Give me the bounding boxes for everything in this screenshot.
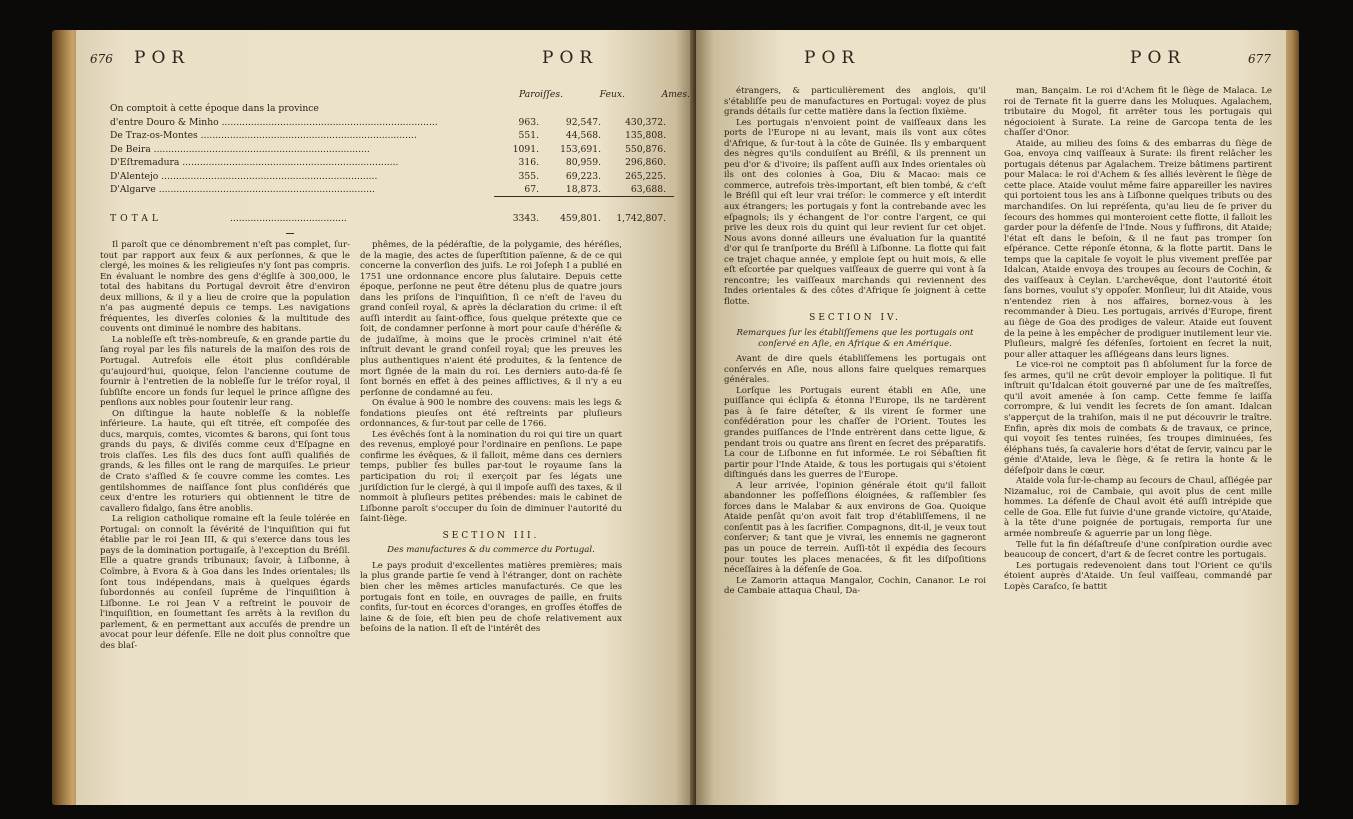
row-name: d'entre Douro & Minho .......................................................................... [110,117,438,128]
page-number: 676 [90,52,113,66]
right-column-2 [1004,86,1272,592]
cell-paroisses: 963. [518,117,539,128]
running-header-left: POR [804,48,861,68]
paragraph: Ataide, au milieu des ſoins & des embarras du ſiège de Goa, envoya cinq vaiſſeaux à Surate: ils firent relâcher les portugais détenus par Agalachem. Treize bâtimens partirent pour Malaca: le roi d'Achem & ſes alliés levèrent le ſiège de cette place. Ataide voulut même faire appareiller les navires qui portoient tous les ans à Liſbonne quelques tributs ou des marchandiſes. On lui repréſenta, qu'au lieu de ſe priver du ſecours des hommes qui monteroient cette flotte, il falloit les garder pour la défenſe de l'Inde. Nous y ſuffirons, dit Ataide; l'état eſt dans le beſoin, & il ne faut pas tromper ſon eſpérance. Cette réponſe étonna, & la flotte partit. Dans le temps que la capitale ſe voyoit le plus vivement preſſée par Idalcan, Ataide envoya des troupes au ſecours de Cochin, & des vaiſſeaux à Ceylan. L'archevêque, dont l'autorité étoit ſans bornes, voulut s'y oppoſer. Monſieur, lui dit Ataide, vous n'entendez rien à nos affaires, bornez-vous à les recommander à Dieu. Les portugais, arrivés d'Europe, firent au ſiège de Goa des prodiges de valeur. Ataide eut ſouvent de la peine à les empêcher de prodiguer inutilement leur vie. Pluſieurs, malgré ſes défenſes, ſortoient en ſecret la nuit, pour aller attaquer les aſſiégeans dans leurs lignes. [1004,138,1272,360]
paragraph: Lorſque les Portugais eurent établi en Aſie, une puiſſance qui éclipſa & étonna l'Europe, ils ne tardèrent pas à ſe faire déteſter, & ils virent ſe former une confédération pour les chaſſer de l'Orient. Toutes les grandes puiſſances de l'Inde entrèrent dans cette ligue, & pendant trois ou quatre ans ſirent en ſecret des préparatifs. La cour de Liſbonne en fut informée. Le roi Sébaſtien fit partir pour l'Inde Ataide, & tous les portugais qui s'étoient diſtingués dans les guerres de l'Europe. [724,385,986,481]
left-column-1 [100,240,350,651]
total-paroisses: 3343. [512,213,539,224]
paragraph: Les évêchés ſont à la nomination du roi qui tire un quart des revenus, employé pour l'ordinaire en penſions. Le pape confirme les évêques, & il falloit, même dans ces derniers temps, publier ſes bulles par-tout le royaume ſans la participation du roi; il exerçoit par ſes légats une juriſdiction ſur le clergé, à qui il impoſe auſſi des taxes, & il nommoit à pluſieurs petites prébendes: mais le cabinet de Liſbonne paroît s'occuper du ſoin de diminuer l'autorité du ſaint-ſiège. [360,429,622,525]
section-title: SECTION III. [442,530,540,541]
population-table [282,88,690,101]
paragraph: La religion catholique romaine eſt la ſeule tolérée en Portugal: on connoît la ſévérité de l'inquiſition qui fut établie par le roi Jean III, & qui s'exerce dans tous les pays de la domination portugaiſe, à l'exception du Bréſil. Elle a quatre grands tribunaux; ſavoir, à Liſbonne, à Coïmbre, à Evora & à Goa dans les Indes orientales; ils ſont tous indépendans, mais à quelques égards ſubordonnés au conſeil ſuprême de l'inquiſition à Liſbonne. Le roi Jean V a reſtreint le pouvoir de l'inquiſition, en ſoumettant ſes arrêts à la reviſion du parlement, & en permettant aux accuſés de prendre un avocat pour leur défenſe. Elle ne doit plus connoître que des blaſ- [100,514,350,651]
total-feux: 459,801. [560,213,601,224]
row-name: D'Alentejo .......................................................................... [110,170,378,182]
province-name: D'Eſtremadura [110,157,180,169]
paragraph: Le pays produit d'excellentes matières premières; mais la plus grande partie ſe vend à l'étranger, dont on rachète bien cher les mêmes articles manufacturés. Ce que les portugais font en toile, en ouvrages de paille, en fruits confits, ſur-tout en écorces d'oranges, en groſſes étoffes de laine & de ſoie, eſt bien peu de choſe relativement aux beſoins de la nation. Il eſt de l'intérêt des [360,560,622,635]
cell-feux: 18,873. [565,184,601,196]
left-column-2 [360,240,622,635]
table-row [110,116,666,129]
paragraph: Ataide vola ſur-le-champ au ſecours de Chaul, aſſiégée par Nizamaluc, roi de Cambaie, qui avoit plus de cent mille hommes. La défenſe de Chaul avoit été auſſi intrépide que celle de Goa. Elle fut ſuivie d'une grande victoire, qu'Ataide, à la tête d'une poignée de portugais, remporta ſur une armée nombreuſe & aguerrie par un long ſiège. [1004,476,1272,539]
province-name: D'Algarve [110,184,156,196]
paragraph: Avant de dire quels établiſſemens les portugais ont conſervés en Aſie, nous allons faire quelques remarques générales. [724,354,986,386]
cell-paroisses: 355. [518,170,539,182]
paragraph: phêmes, de la pédéraſtie, de la polygamie, des héréſies, de la magie, des actes de ſuperſtition païenne, & de ce qui concerne la converſion des juifs. Le roi Joſeph I a publié en 1751 une ordonnance encore plus ſalutaire. Depuis cette époque, perſonne ne peut être détenu plus de quatre jours dans les priſons de l'inquiſition, ſi ce n'eſt de l'aveu du grand conſeil royal, & après la déclaration du crime: il eſt auſſi interdit au ſaint-office, ſous quelque prétexte que ce ſoit, de condamner perſonne à mort pour cauſe d'héréſie & de judaïſme, à moins que le procès criminel n'ait été inſtruit devant le grand conſeil royal; que les preuves les plus authentiques n'aient été produites, & la ſentence de mort ſignée de la main du roi. Les derniers auto-da-fé ſe ſont bornés en effet à des peines afflictives, & il n'y a eu perſonne de condamné au feu. [360,240,622,398]
right-column-1 [724,86,986,597]
cell-ames: 63,688. [630,184,666,196]
paragraph: Les portugais n'envoient point de vaiſſeaux dans les ports de l'Europe ni au levant, mais ils vont aux côtes d'Afrique, & ſur-tout à la côte de Guinée. Ils y embarquent des nègres qu'ils conduiſent au Bréſil, & ils prennent un peu d'or & d'ivoire; ils paſſent auſſi aux Indes orientales où ils ont des colonies à Goa, Diu & Macao: mais ce commerce, autrefois très-important, eſt bien tombé, & c'eſt le Bréſil qui eſt leur vrai tréſor: le commerce y eſt interdit aux étrangers; les portugais y font la contrebande avec les eſpagnols; ils y échangent de l'or contre l'argent, ce qui prive les deux rois du quint qui leur revient ſur cet objet. Nous avons donné ailleurs une évaluation ſur la quantité d'or qui ſe tranſporte du Bréſil à Liſbonne. La flotte qui fait ce trajet chaque année, y emploie ſept ou huit mois, & elle eſt eſcortée par quelques vaiſſeaux de guerre qui vont à ſa rencontre; les vaiſſeaux marchands qui reviennent des Indes orientales & des côtes d'Afrique ſe joignent à cette flotte. [724,117,986,307]
table-row [110,183,666,196]
row-name: D'Algarve .......................................................................... [110,184,375,196]
paragraph: man, Bançaim. Le roi d'Achem fit le ſiège de Malaca. Le roi de Ternate fit la guerre dans les Moluques. Agalachem, tributaire du Mogol, fit arrêter tous les portugais qui négocioient à Surate. La reine de Garcopa tenta de les chaſſer d'Onor. [1004,86,1272,139]
table-intro: On comptoit à cette époque dans la province [110,103,319,114]
province-name: D'Alentejo [110,170,159,182]
right-page [696,30,1286,805]
paragraph: étrangers, & particulièrement des anglois, qu'il s'établiſſe peu de manufactures en Portugal: voyez de plus grands détails ſur cette matière dans la ſection ſixième. [724,86,986,118]
running-header-right: POR [1130,48,1187,68]
total-rule [494,196,674,197]
paragraph: Le Zamorin attaqua Mangalor, Cochin, Cananor. Le roi de Cambaie attaqua Chaul, Da- [724,575,986,597]
table-body [110,116,666,196]
table-total: TOTAL ........................................ 3343. 459,801. 1,742,807. [110,213,666,224]
row-name: De Beira .......................................................................... [110,143,370,155]
paragraph: A leur arrivée, l'opinion générale étoit qu'il falloit abandonner les poſſeſſions éloignées, & raſſembler ſes forces dans le Malabar & aux environs de Goa. Quoique Ataide penſât qu'on avoit fait trop d'établiſſemens, il ne conſentit pas à les ſacrifier. Compagnons, dit-il, je veux tout conſerver; & tant que je vivrai, les ennemis ne gagneront pas un pouce de terrein. Auſſi-tôt il expédia des ſecours pour toutes les places menacées, & fit les diſpoſitions néceſſaires à la défenſe de Goa. [724,480,986,576]
section-title: SECTION IV. [809,313,901,324]
book-edge-left [52,30,78,805]
province-name: De Beira [110,143,151,155]
cell-paroisses: 316. [518,157,539,169]
cell-ames: 296,860. [625,157,666,169]
row-name: De Traz-os-Montes .......................................................................... [110,130,417,142]
column-header: Feux. [599,89,625,100]
cell-paroisses: 1091. [512,143,539,155]
divider [286,233,294,234]
running-header-right: POR [542,48,599,68]
column-header: Ames. [661,89,690,100]
cell-feux: 92,547. [565,117,601,128]
left-page [76,30,694,805]
table-column-headers [282,88,690,101]
paragraph: Il paroît que ce dénombrement n'eſt pas complet, ſur-tout par rapport aux feux & aux perſonnes, & que le clergé, les moines & les religieuſes n'y ſont pas compris. En évaluant le nombre des gens d'égliſe à 300,000, le total des habitans du Portugal devroit être d'environ deux millions, & il y a lieu de croire que la population n'a pas augmenté depuis ce temps. Les navigations fréquentes, les diverſes colonies & la multitude des couvents ont diminué le nombre des habitans. [100,240,350,335]
province-name: De Traz-os-Montes [110,130,198,142]
running-header-left: POR [134,48,191,68]
cell-feux: 69,223. [565,170,601,182]
total-ames: 1,742,807. [616,213,666,224]
paragraph: La nobleſſe eſt très-nombreuſe, & en grande partie du ſang royal par les fils naturels de la maiſon des rois de Portugal. Autrefois elle étoit plus conſidérable qu'aujourd'hui, quoique, ſelon l'ancienne coutume de fournir à l'entretien de la nobleſſe ſur le tréſor royal, il ſubſiſte encore un fonds ſur lequel le prince aſſigne des penſions aux nobles pour ſoutenir leur rang. [100,334,350,409]
paragraph: On diſtingue la haute nobleſſe & la nobleſſe inférieure. La haute, qui eſt titrée, eſt compoſée des ducs, marquis, comtes, vicomtes & barons, qui ſont tous grands du pays, & diviſés comme ceux d'Eſpagne en trois claſſes. Les fils des ducs ſont auſſi qualifiés de grands, & les filles ont le rang de marquiſes. Le prieur de Crato s'aſſied & ſe couvre comme les comtes. Les gentilshommes de naiſſance ſont plus conſidérés que ceux d'entre les roturiers qui obtiennent le titre de cavallero fidalgo, ſans être anoblis. [100,408,350,514]
cell-ames: 550,876. [625,143,666,155]
table-row [110,170,666,183]
cell-ames: 135,808. [625,130,666,142]
total-label: TOTAL [110,213,163,224]
paragraph: Les portugais redevenoient dans tout l'Orient ce qu'ils étoient auprès d'Ataide. Un ſeul vaiſſeau, commandé par Lopès Caraſco, ſe battit [1004,560,1272,592]
paragraph: On évalue à 900 le nombre des couvens: mais les legs & fondations pieuſes ont été reſtreints par pluſieurs ordonnances, & ſur-tout par celle de 1766. [360,398,622,430]
cell-feux: 44,568. [565,130,601,142]
cell-ames: 430,372. [625,117,666,128]
column-header: Paroiſſes. [519,89,563,100]
cell-feux: 80,959. [565,157,601,169]
cell-paroisses: 67. [524,184,539,196]
section-subtitle: Des manufactures & du commerce du Portugal. [387,545,595,556]
province-name: d'entre Douro & Minho [110,117,219,128]
paragraph: Le vice-roi ne comptoit pas ſi abſolument ſur la force de ſes armes, qu'il ne crût devoir employer la politique. Il fut inſtruit qu'Idalcan étoit gouverné par une de ſes maîtreſſes, qu'il avoit amenée à ſon camp. Cette femme ſe laiſſa corrompre, & lui vendit les ſecrets de ſon amant. Idalcan s'apperçut de la trahiſon, mais il ne put découvrir le traître. Enfin, après dix mois de combats & de travaux, ce prince, qui voyoit ſes tentes ruinées, ſes troupes diminuées, ſes éléphans tués, ſa cavalerie hors d'état de ſervir, vaincu par le génie d'Ataide, leva le ſiège, & ſe retira la honte & le déſeſpoir dans le cœur. [1004,360,1272,476]
cell-feux: 153,691. [560,143,601,155]
row-name: D'Eſtremadura .......................................................................... [110,157,399,169]
cell-ames: 265,225. [625,170,666,182]
table-row [110,156,666,169]
table-row [110,129,666,142]
page-number: 677 [1248,52,1271,66]
table-row [110,143,666,156]
paragraph: Telle fut la fin déſaſtreuſe d'une conſpiration ourdie avec beaucoup de concert, d'art & de ſecret contre les portugais. [1004,539,1272,561]
cell-paroisses: 551. [518,130,539,142]
section-subtitle: Remarques ſur les établiſſemens que les portugais ont conſervé en Aſie, en Afrique & en Amérique. [736,328,974,349]
